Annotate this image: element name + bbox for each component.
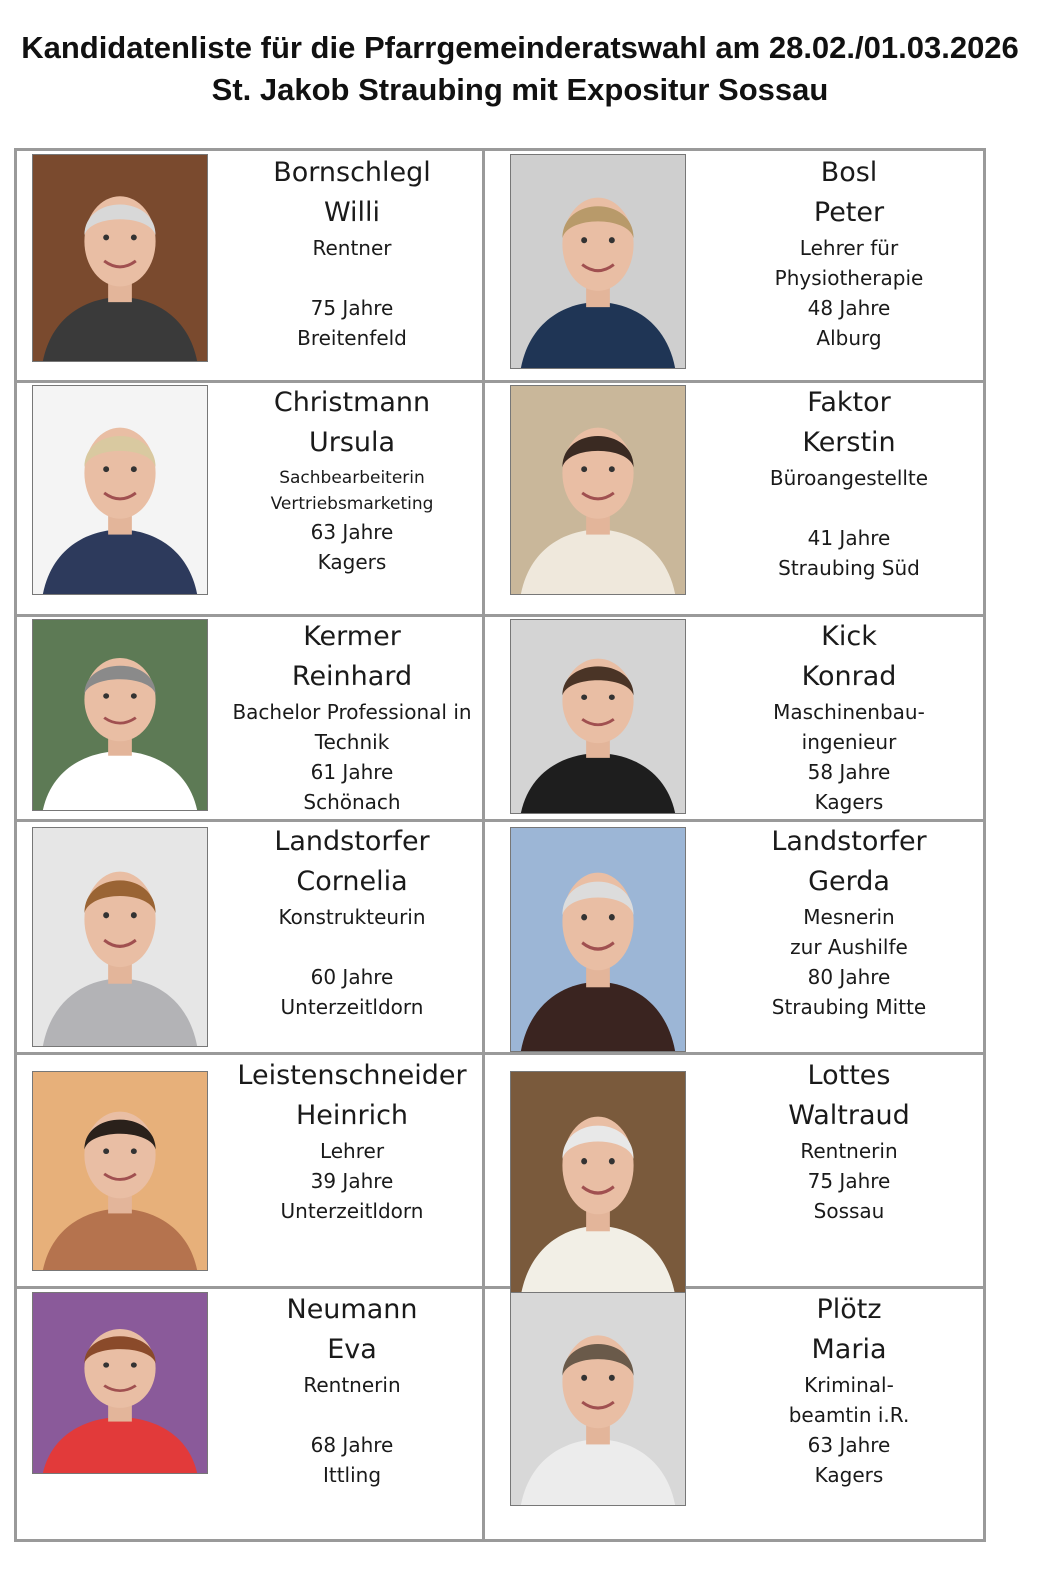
candidate-first-name: Ursula [308,427,396,458]
candidate-first-name: Willi [323,197,381,228]
candidate-detail: beamtin i.R. [788,1403,910,1427]
page-subtitle: St. Jakob Straubing mit Expositur Sossau [211,72,829,107]
candidate-info [725,822,973,1022]
candidate-photo [510,154,686,369]
candidate-detail: 68 Jahre [310,1433,394,1457]
candidate-detail: Rentner [312,236,392,260]
candidate-detail: 41 Jahre [807,526,891,550]
candidate-detail: Lehrer für [799,236,899,260]
candidate-detail: Unterzeitldorn [280,1199,424,1223]
candidate-last-name: Lottes [807,1060,891,1091]
candidate-detail: zur Aushilfe [790,935,908,959]
candidate-first-name: Waltraud [788,1100,910,1131]
candidate-detail: 61 Jahre [310,760,394,784]
candidate-last-name: Bosl [820,157,878,188]
candidate-info [228,383,476,577]
candidate-detail: 80 Jahre [807,965,891,989]
candidate-first-name: Konrad [801,661,897,692]
candidate-detail: Sachbearbeiterin [279,468,425,488]
candidate-detail: Straubing Süd [778,556,920,580]
candidate-detail: Rentnerin [800,1139,898,1163]
candidate-detail: 75 Jahre [310,296,394,320]
candidate-first-name: Maria [811,1334,887,1365]
candidate-info [725,617,973,817]
candidate-detail [725,493,973,523]
page-title: Kandidatenliste für die Pfarrgemeinderatswahl am 28.02./01.03.2026 [21,30,1019,65]
candidate-last-name: Leistenschneider [237,1060,467,1091]
candidate-detail: 63 Jahre [310,520,394,544]
candidate-detail: Mesnerin [803,905,895,929]
candidate-last-name: Neumann [286,1294,418,1325]
candidate-last-name: Bornschlegl [273,157,431,188]
candidate-photo [510,1071,686,1296]
candidate-photo [510,1292,686,1506]
candidate-detail: Konstrukteurin [278,905,426,929]
candidate-first-name: Kerstin [802,427,896,458]
candidate-photo [510,827,686,1052]
candidate-photo [32,385,208,595]
candidate-detail: 58 Jahre [807,760,891,784]
candidate-detail: Breitenfeld [297,326,407,350]
candidate-info [228,1056,476,1256]
candidate-detail: Straubing Mitte [771,995,927,1019]
candidate-detail: Bachelor Professional in [232,700,472,724]
candidate-photo [32,827,208,1047]
candidate-detail: Rentnerin [303,1373,401,1397]
candidate-detail: Vertriebsmarketing [270,494,434,514]
candidate-detail [228,263,476,293]
candidate-first-name: Reinhard [291,661,413,692]
candidate-detail: ingenieur [801,730,897,754]
candidate-detail: Lehrer [319,1139,385,1163]
candidate-detail [228,1400,476,1430]
candidate-detail: Physiotherapie [774,266,924,290]
candidate-detail: Maschinenbau- [773,700,925,724]
candidate-info [228,1290,476,1490]
candidate-last-name: Landstorfer [771,826,927,857]
candidate-detail: 75 Jahre [807,1169,891,1193]
candidate-last-name: Christmann [273,387,431,418]
candidate-first-name: Gerda [808,866,890,897]
candidate-info [725,1290,973,1490]
candidate-detail: Ittling [322,1463,382,1487]
candidate-first-name: Heinrich [295,1100,409,1131]
candidate-last-name: Kick [821,621,877,652]
candidate-detail: Kagers [317,550,387,574]
row-divider [17,1052,983,1055]
candidate-detail [228,1226,476,1256]
candidate-detail: Büroangestellte [769,466,929,490]
candidate-photo [510,619,686,814]
candidate-detail: 60 Jahre [310,965,394,989]
column-divider [482,151,485,1539]
candidate-info [228,822,476,1022]
candidate-last-name: Plötz [816,1294,882,1325]
candidate-first-name: Eva [327,1334,377,1365]
candidate-last-name: Landstorfer [274,826,430,857]
row-divider [17,1286,983,1289]
candidate-photo [32,1071,208,1271]
candidate-info [228,617,476,817]
candidate-info [725,1056,973,1256]
candidate-detail: 39 Jahre [310,1169,394,1193]
candidate-detail: Schönach [303,790,401,814]
candidate-detail [228,932,476,962]
candidate-detail: Sossau [813,1199,885,1223]
candidate-detail: 63 Jahre [807,1433,891,1457]
candidate-photo [32,1292,208,1474]
candidate-detail: Alburg [816,326,882,350]
candidate-first-name: Cornelia [296,866,408,897]
candidate-detail: Kagers [814,1463,884,1487]
candidate-info [725,153,973,353]
candidate-photo [32,619,208,811]
candidate-detail: 48 Jahre [807,296,891,320]
candidate-detail: Kagers [814,790,884,814]
candidate-last-name: Kermer [303,621,401,652]
candidate-detail [725,1226,973,1256]
candidate-detail: Technik [314,730,390,754]
candidate-info [725,383,973,583]
candidate-photo [510,385,686,595]
candidate-last-name: Faktor [807,387,891,418]
candidate-detail: Unterzeitldorn [280,995,424,1019]
candidate-photo [32,154,208,362]
candidate-info [228,153,476,353]
candidate-detail: Kriminal- [804,1373,894,1397]
candidate-first-name: Peter [813,197,885,228]
